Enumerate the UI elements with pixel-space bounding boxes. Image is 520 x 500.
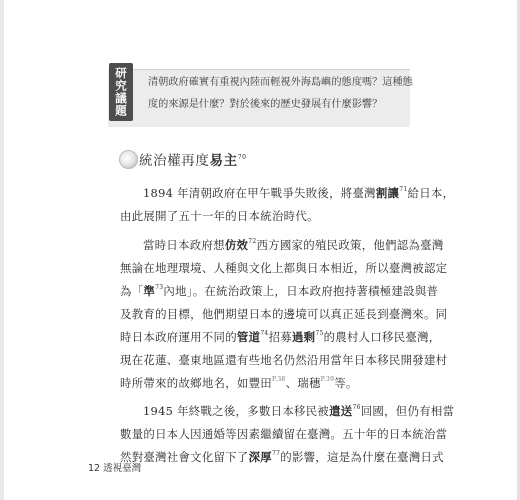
research-question-line-1: 清朝政府確實有重視內陸而輕視外海島嶼的態度嗎？這種態: [148, 77, 413, 88]
book-title: 透視臺灣: [103, 463, 142, 474]
footnote-marker: 77: [272, 450, 281, 457]
body-line: 當時日本政府想仿效$^{72}$西方國家的殖民政策，他們認為臺灣: [143, 238, 444, 252]
glossary-term: 割讓: [375, 186, 400, 200]
body-line: 數量的日本人因通婚等因素繼續留在臺灣。五十年的日本統治當: [120, 427, 448, 441]
glossary-term: 準: [143, 284, 156, 298]
body-line: 然對臺灣社會文化留下了深厚$^{77}$的影響，這是為什麼在臺灣日式: [120, 450, 444, 464]
research-question: [148, 72, 413, 116]
footnote-marker: 73: [155, 284, 164, 291]
page-reference: P.39: [320, 376, 335, 383]
research-question-line-2: 度的來源是什麼？對於後來的歷史發展有什麼影響？: [148, 99, 383, 110]
section-heading: [139, 149, 247, 169]
body-line: 1894 年清朝政府在甲午戰爭失敗後，將臺灣割讓$^{71}$給日本，: [143, 186, 455, 200]
page-edge-left: [0, 0, 4, 500]
body-line: 無論在地理環境、人種與文化上都與日本相近，所以臺灣被認定: [120, 261, 448, 275]
glossary-term: 深厚: [248, 450, 272, 464]
body-line: 及教育的目標，他們期望日本的邊境可以真正延長到臺灣來。同: [120, 307, 448, 321]
body-line: 由此展開了五十一年的日本統治時代。: [120, 209, 319, 223]
footnote-marker: 74: [260, 330, 269, 337]
page-reference: P.38: [271, 376, 286, 383]
glossary-term: 遣送: [329, 404, 353, 418]
body-line: 為「準$^{73}$內地」。在統治政策上，日本政府抱持著積極建設與普: [120, 284, 439, 298]
footnote-marker: 71: [399, 186, 408, 193]
page-number: 12: [88, 463, 101, 474]
body-line: 現在花蓮、臺東地區還有些地名仍然沿用當年日本移民開發建村: [120, 353, 448, 367]
section-globe-icon: [119, 150, 138, 169]
body-line: 時所帶來的故鄉地名，如豐田$^{P.38}$、瑞穗$^{P.39}$等。: [120, 376, 358, 390]
body-line: 時日本政府運用不同的管道$^{74}$招募過剩$^{75}$的農村人口移民臺灣，: [120, 330, 441, 344]
footnote-marker: 70: [237, 154, 247, 161]
footnote-marker: 72: [248, 238, 257, 245]
page-footer: [88, 460, 141, 474]
section-heading-text: 統治權再度: [139, 153, 210, 169]
section-heading-term: 易主: [209, 153, 238, 169]
glossary-term: 過剩: [291, 330, 316, 344]
footnote-marker: 75: [315, 330, 324, 337]
body-line: 1945 年終戰之後，多數日本移民被遣送$^{76}$回國，但仍有相當: [143, 404, 455, 418]
footnote-marker: 76: [352, 404, 361, 411]
research-topic-tag: 研究議題: [109, 63, 133, 121]
glossary-term: 管道: [236, 330, 261, 344]
glossary-term: 仿效: [224, 238, 249, 252]
